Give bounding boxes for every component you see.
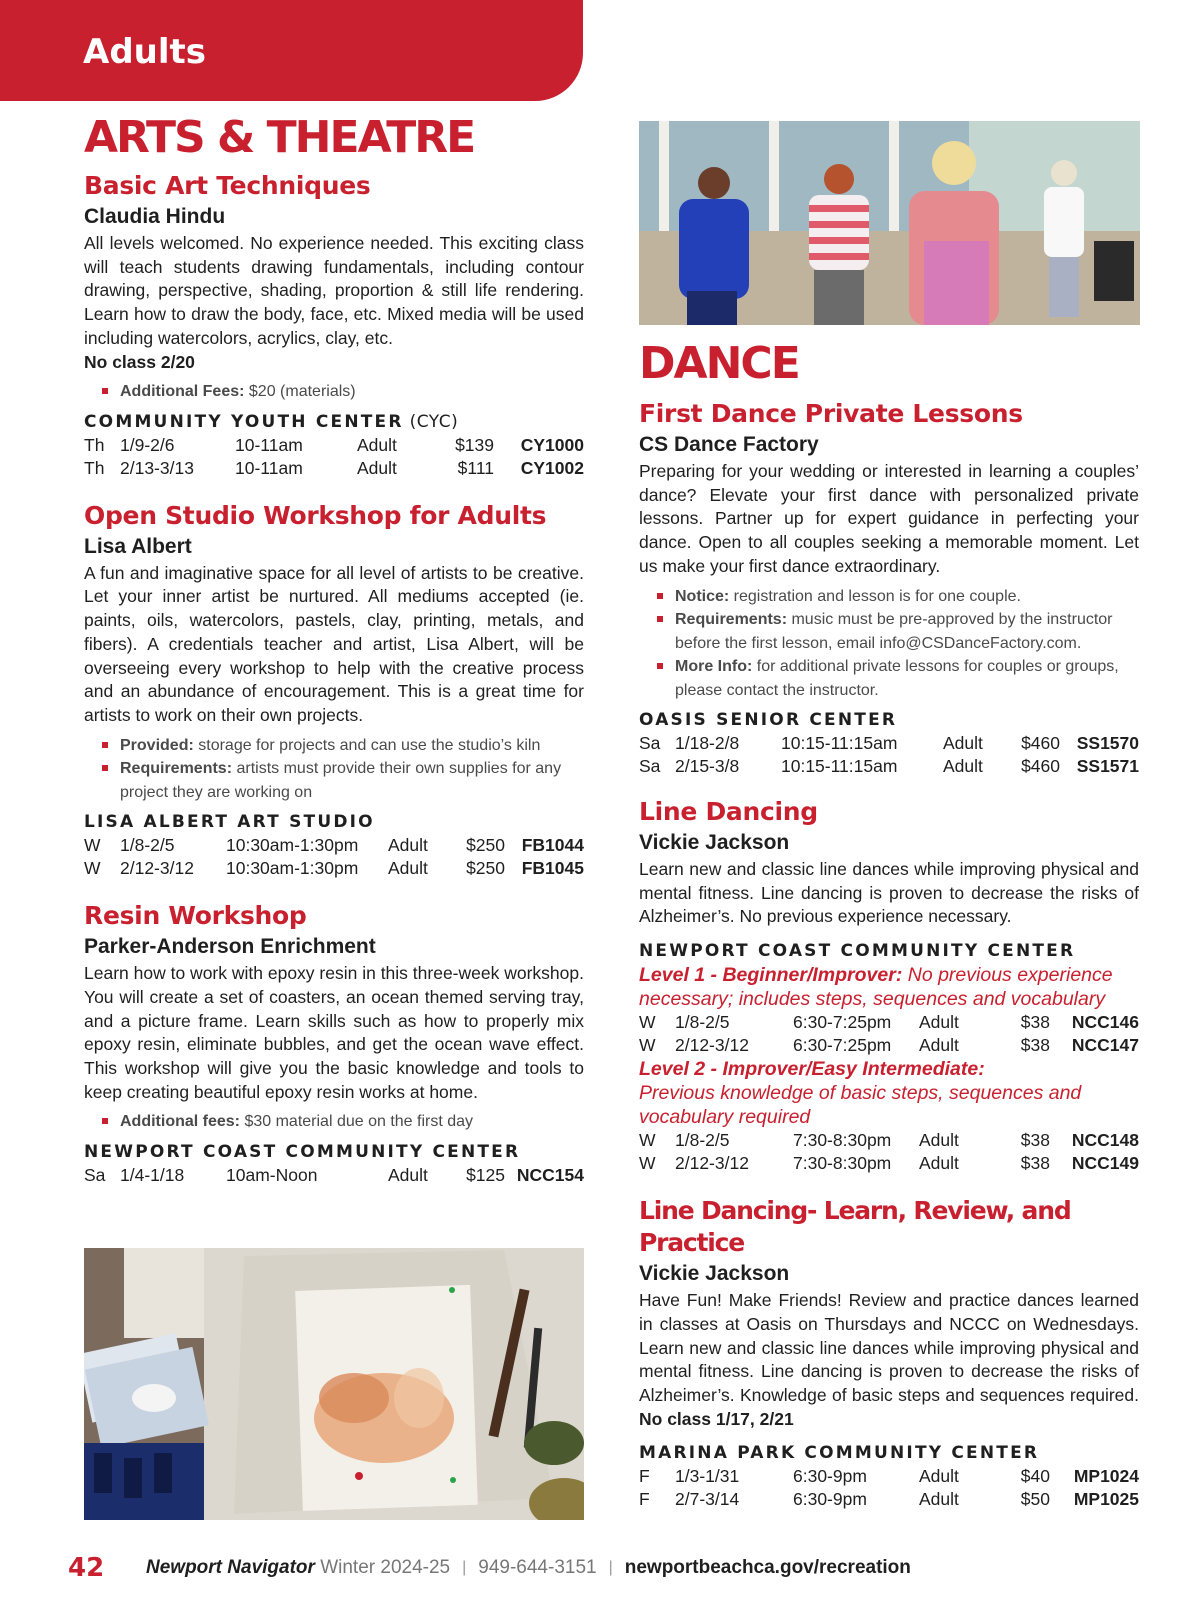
section-tab-label: Adults: [83, 32, 207, 72]
course-notes: [102, 380, 584, 404]
course-line-dancing: [639, 796, 1139, 1175]
instructor-name: Lisa Albert: [84, 534, 192, 558]
no-class-note: No class 2/20: [84, 351, 195, 372]
location-name: COMMUNITY YOUTH CENTER (CYC): [84, 411, 459, 432]
course-basic-art: [84, 170, 584, 480]
schedule-row: W 2/12-3/12 7:30-8:30pm Adult $38 NCC149: [639, 1153, 1139, 1174]
page-footer: [68, 1550, 1148, 1586]
schedule-row: W 2/12-3/12 10:30am-1:30pm Adult $250 FB1045: [84, 858, 584, 879]
schedule-row: F 1/3-1/31 6:30-9pm Adult $40 MP1024: [639, 1466, 1139, 1487]
schedule-table: [84, 834, 584, 880]
course-notes: [102, 1110, 584, 1134]
publication-info: Newport Navigator Winter 2024-25: [146, 1557, 451, 1578]
course-notes: [657, 585, 1139, 703]
note-item: Requirements: artists must provide their own supplies for any project they are working on: [102, 757, 584, 804]
course-title: Line Dancing: [639, 797, 818, 827]
page-number: 42: [68, 1553, 105, 1583]
divider: |: [608, 1559, 613, 1576]
schedule-table: [84, 434, 584, 480]
schedule-row: Sa 1/4-1/18 10am-Noon Adult $125 NCC154: [84, 1164, 584, 1185]
right-column: [639, 338, 1139, 1511]
course-description: Learn how to work with epoxy resin in this three-week workshop. You will create a set of coasters, an ocean themed serving tray, and a picture frame. Learn skills such as how to properly mix epoxy resin, eliminate bubbles, and get the ocean wave effect. This workshop will give you the basic knowledge and tools to keep creating beautiful epoxy resin works at home.: [84, 963, 584, 1102]
instructor-name: Vickie Jackson: [639, 1262, 790, 1286]
dance-section-title: DANCE: [639, 338, 799, 389]
schedule-table: [639, 1129, 1139, 1175]
dance-class-illustration: [639, 121, 1140, 325]
note-item: More Info: for additional private lessons for couples or groups, please contact the instructor.: [657, 655, 1139, 702]
note-item: Provided: storage for projects and can use the studio’s kiln: [102, 734, 584, 758]
schedule-row: Th 1/9-2/6 10-11am Adult $139 CY1000: [84, 434, 584, 455]
course-notes: [102, 734, 584, 805]
course-description: A fun and imaginative space for all level of artists to be creative. Let your inner artist be nurtured. All mediums accepted (ie. paints, oils, watercolors, pastels, clay, printing, metals, and fibers). A credentials teacher and artist, Lisa Albert, will be overseeing every workshop to help with the creative process and an abundance of encouragement. This is a great time for artists to work on their own projects.: [84, 562, 584, 725]
section-tab: [0, 0, 583, 101]
left-column: [84, 112, 584, 1187]
location-name: NEWPORT COAST COMMUNITY CENTER: [84, 1141, 521, 1162]
schedule-row: Sa 1/18-2/8 10:15-11:15am Adult $460 SS1570: [639, 733, 1139, 754]
instructor-name: Parker-Anderson Enrichment: [84, 935, 376, 959]
art-workshop-illustration: [84, 1248, 584, 1520]
location-name: OASIS SENIOR CENTER: [639, 710, 898, 731]
course-description: Preparing for your wedding or interested in learning a couples’ dance? Elevate your first dance with personalized private lessons. Partner up for expert guidance in perfecting your dance. Open to all couples seeking a memorable moment. Let us make your first dance extraordinary.: [639, 461, 1139, 576]
schedule-row: W 1/8-2/5 7:30-8:30pm Adult $38 NCC148: [639, 1130, 1139, 1151]
course-resin: [84, 900, 584, 1187]
art-workshop-photo: [84, 1248, 584, 1520]
note-item: Additional fees: $30 material due on the first day: [102, 1110, 584, 1134]
schedule-row: W 1/8-2/5 10:30am-1:30pm Adult $250 FB1044: [84, 835, 584, 856]
level-2-heading: Level 2 - Improver/Easy Intermediate: Previous knowledge of basic steps, sequences and vocabulary required: [639, 1058, 1082, 1129]
schedule-row: W 1/8-2/5 6:30-7:25pm Adult $38 NCC146: [639, 1012, 1139, 1033]
schedule-table: [639, 1465, 1139, 1511]
note-item: Additional Fees: $20 (materials): [102, 380, 584, 404]
instructor-name: Claudia Hindu: [84, 205, 226, 228]
course-title: First Dance Private Lessons: [639, 399, 1023, 428]
dance-class-photo: [639, 121, 1140, 325]
course-description: Learn new and classic line dances while improving physical and mental fitness. Line dancing is proven to decrease the risks of Alzheimer’s. No previous experience necessary.: [639, 859, 1139, 927]
location-name: NEWPORT COAST COMMUNITY CENTER: [639, 941, 1076, 962]
schedule-table: [639, 1011, 1139, 1057]
note-item: Notice: registration and lesson is for one couple.: [657, 585, 1139, 609]
website-link[interactable]: newportbeachca.gov/recreation: [624, 1557, 911, 1578]
location-name: LISA ALBERT ART STUDIO: [84, 812, 375, 833]
note-item: Requirements: music must be pre-approved by the instructor before the first lesson, email info@CSDanceFactory.com.: [657, 608, 1139, 655]
divider: |: [462, 1559, 467, 1576]
arts-section-title: ARTS & THEATRE: [84, 112, 475, 163]
phone-number: 949-644-3151: [478, 1557, 597, 1578]
schedule-row: Th 2/13-3/13 10-11am Adult $111 CY1002: [84, 457, 584, 478]
course-line-practice: [639, 1195, 1139, 1511]
no-class-note: No class 1/17, 2/21: [639, 1408, 794, 1429]
level-1-heading: Level 1 - Beginner/Improver: No previous experience necessary; includes steps, sequences and vocabulary: [639, 964, 1113, 1011]
course-title: Resin Workshop: [84, 901, 307, 931]
course-title: Open Studio Workshop for Adults: [84, 500, 547, 530]
schedule-row: Sa 2/15-3/8 10:15-11:15am Adult $460 SS1571: [639, 756, 1139, 777]
location-name: MARINA PARK COMMUNITY CENTER: [639, 1443, 1040, 1464]
course-open-studio: [84, 500, 584, 880]
schedule-table: [639, 732, 1139, 778]
course-first-dance: [639, 398, 1139, 778]
course-title: Line Dancing- Learn, Review, and Practice: [639, 1196, 1071, 1258]
instructor-name: Vickie Jackson: [639, 831, 790, 855]
course-title: Basic Art Techniques: [84, 171, 371, 200]
schedule-table: [84, 1164, 584, 1187]
course-description: All levels welcomed. No experience needed. This exciting class will teach students drawing fundamentals, including contour drawing, perspective, shading, proportion & still life rendering. Learn how to draw the body, face, etc. Mixed media will be used including watercolors, acrylics, clay, etc. No class 2/20: [84, 233, 584, 372]
course-description: Have Fun! Make Friends! Review and practice dances learned in classes at Oasis on Thursdays and NCCC on Wednesdays. Learn new and classic line dances while improving physical and mental fitness. Line dancing is proven to decrease the risks of Alzheimer’s. Knowledge of basic steps and sequences required. No class 1/17, 2/21: [639, 1290, 1139, 1429]
schedule-row: F 2/7-3/14 6:30-9pm Adult $50 MP1025: [639, 1489, 1139, 1510]
instructor-name: CS Dance Factory: [639, 433, 819, 456]
schedule-row: W 2/12-3/12 6:30-7:25pm Adult $38 NCC147: [639, 1035, 1139, 1056]
